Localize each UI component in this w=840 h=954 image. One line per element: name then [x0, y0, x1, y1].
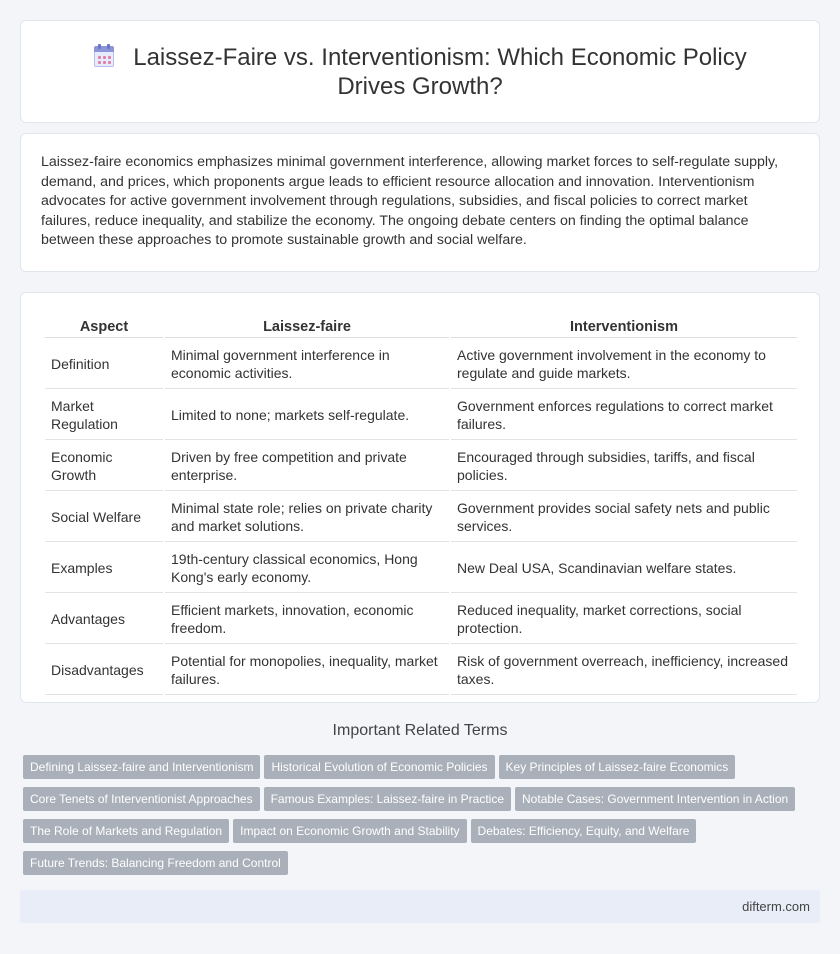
footer-site-link[interactable]: difterm.com [742, 899, 810, 914]
related-terms-title: Important Related Terms [332, 722, 508, 739]
table-row [45, 595, 797, 644]
comparison-table-card [20, 292, 820, 703]
table-row [45, 544, 797, 593]
related-terms-list [23, 755, 823, 883]
table-row [45, 442, 797, 491]
related-term-tag[interactable]: Key Principles of Laissez-faire Economics [499, 755, 736, 779]
comparison-table [43, 315, 799, 697]
interventionism-cell: Active government involvement in the economy to regulate and guide markets. [451, 340, 797, 389]
aspect-cell: Examples [45, 544, 163, 593]
related-term-tag[interactable]: Defining Laissez-faire and Interventionism [23, 755, 260, 779]
related-term-tag[interactable]: Impact on Economic Growth and Stability [233, 819, 466, 843]
laissez-faire-cell: 19th-century classical economics, Hong Kong's early economy. [165, 544, 449, 593]
footer [20, 890, 820, 923]
header-laissez-faire: Laissez-faire [165, 317, 449, 338]
interventionism-cell: Risk of government overreach, inefficiency, increased taxes. [451, 646, 797, 695]
table-row [45, 646, 797, 695]
related-term-tag[interactable]: Future Trends: Balancing Freedom and Control [23, 851, 288, 875]
laissez-faire-cell: Efficient markets, innovation, economic freedom. [165, 595, 449, 644]
laissez-faire-cell: Driven by free competition and private enterprise. [165, 442, 449, 491]
related-term-tag[interactable]: Historical Evolution of Economic Policies [264, 755, 494, 779]
intro-paragraph: Laissez-faire economics emphasizes minimal government interference, allowing market forces to self-regulate supply, demand, and prices, which proponents argue leads to efficient resource allocation and innovation. Interventionism advocates for active government involvement through regulations, subsidies, and fiscal policies to correct market failures, reduce inequality, and stabilize the economy. The ongoing debate centers on finding the optimal balance between these approaches to promote sustainable growth and social welfare. [41, 154, 779, 248]
title-wrap [61, 43, 779, 101]
interventionism-cell: Government provides social safety nets and public services. [451, 493, 797, 542]
interventionism-cell: New Deal USA, Scandinavian welfare states. [451, 544, 797, 593]
interventionism-cell: Encouraged through subsidies, tariffs, and fiscal policies. [451, 442, 797, 491]
interventionism-cell: Reduced inequality, market corrections, social protection. [451, 595, 797, 644]
title-card [20, 20, 820, 123]
page-title: Laissez-Faire vs. Interventionism: Which Economic Policy Drives Growth? [133, 44, 747, 100]
aspect-cell: Social Welfare [45, 493, 163, 542]
calendar-icon [93, 44, 115, 68]
aspect-cell: Market Regulation [45, 391, 163, 440]
intro-card [20, 133, 820, 272]
laissez-faire-cell: Potential for monopolies, inequality, market failures. [165, 646, 449, 695]
aspect-cell: Advantages [45, 595, 163, 644]
related-term-tag[interactable]: The Role of Markets and Regulation [23, 819, 229, 843]
header-interventionism: Interventionism [451, 317, 797, 338]
laissez-faire-cell: Minimal state role; relies on private charity and market solutions. [165, 493, 449, 542]
table-row [45, 391, 797, 440]
related-term-tag[interactable]: Famous Examples: Laissez-faire in Practice [264, 787, 511, 811]
header-aspect: Aspect [45, 317, 163, 338]
interventionism-cell: Government enforces regulations to correct market failures. [451, 391, 797, 440]
aspect-cell: Disadvantages [45, 646, 163, 695]
table-row [45, 340, 797, 389]
laissez-faire-cell: Minimal government interference in economic activities. [165, 340, 449, 389]
aspect-cell: Economic Growth [45, 442, 163, 491]
table-row [45, 493, 797, 542]
related-term-tag[interactable]: Core Tenets of Interventionist Approaches [23, 787, 260, 811]
table-header-row [45, 317, 797, 338]
related-term-tag[interactable]: Debates: Efficiency, Equity, and Welfare [471, 819, 697, 843]
aspect-cell: Definition [45, 340, 163, 389]
laissez-faire-cell: Limited to none; markets self-regulate. [165, 391, 449, 440]
related-term-tag[interactable]: Notable Cases: Government Intervention in Action [515, 787, 795, 811]
